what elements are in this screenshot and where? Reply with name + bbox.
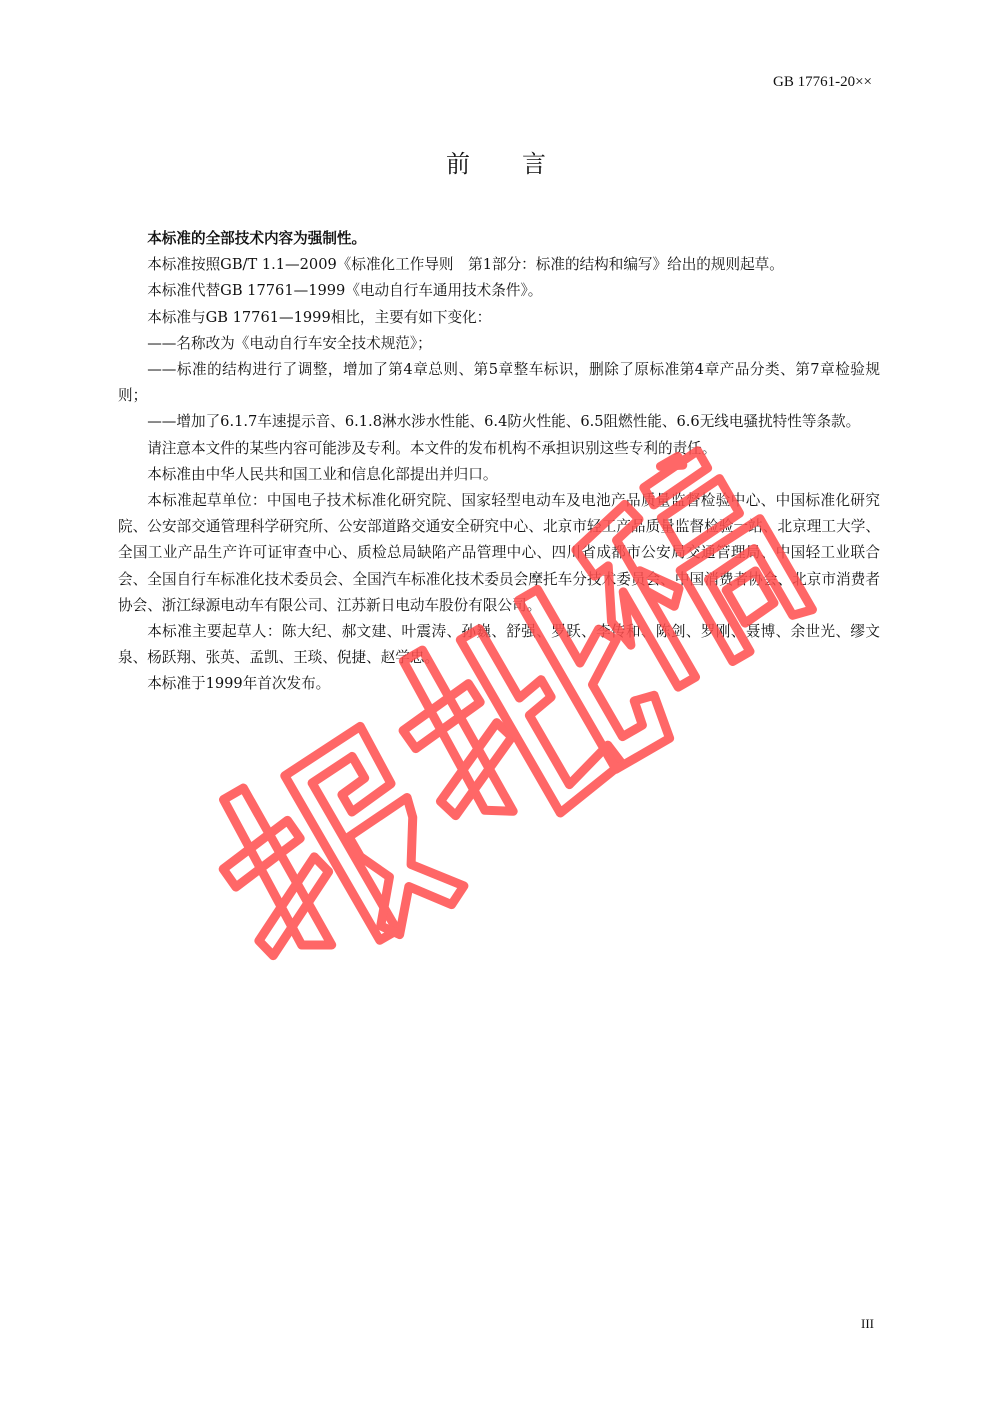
paragraph-drafters: 本标准主要起草人：陈大纪、郝文建、叶震涛、孙巍、舒强、罗跃、李传和、陈剑、罗刚、聂博、余世光、缪文泉、杨跃翔、张英、孟凯、王琰、倪捷、赵学忠。 — [118, 623, 880, 667]
paragraph-patent-notice: 请注意本文件的某些内容可能涉及专利。本文件的发布机构不承担识别这些专利的责任。 — [147, 439, 717, 457]
paragraph-drafting-units: 本标准起草单位：中国电子技术标准化研究院、国家轻型电动车及电池产品质量监督检验中心、中国标准化研究院、公安部交通管理科学研究所、公安部道路交通安全研究中心、北京市轻工产品质量监督检验一站、北京理工大学、全国工业产品生产许可证审查中心、质检总局缺陷产品管理中心、四川省成都市公安局交通管理局、中国轻工业联合会、全国自行车标准化技术委员会、全国汽车标准化技术委员会摩托车分技术委员会、中国消费者协会、北京市消费者协会、浙江绿源电动车有限公司、江苏新日电动车股份有限公司。 — [118, 492, 880, 614]
standard-code: GB 17761-20×× — [772, 74, 872, 90]
foreword-body — [118, 226, 880, 698]
paragraph-mandatory: 本标准的全部技术内容为强制性。 — [147, 230, 367, 247]
page-title: 前言 — [446, 150, 598, 179]
paragraph-change-name: ——名称改为《电动自行车安全技术规范》； — [147, 334, 432, 352]
paragraph-first-issue: 本标准于1999年首次发布。 — [147, 675, 331, 693]
paragraph-replaces: 本标准代替GB 17761—1999《电动自行车通用技术条件》。 — [147, 282, 543, 300]
paragraph-change-structure: ——标准的结构进行了调整，增加了第4章总则、第5章整车标识，删除了原标准第4章产品分类、第7章检验规则； — [118, 361, 880, 405]
paragraph-drafting-rules: 本标准按照GB/T 1.1—2009《标准化工作导则 第1部分：标准的结构和编写》给出的规则起草。 — [147, 256, 784, 274]
page-number: III — [861, 1316, 874, 1331]
paragraph-change-clauses: ——增加了6.1.7车速提示音、6.1.8淋水涉水性能、6.4防火性能、6.5阻燃性能、6.6无线电骚扰特性等条款。 — [147, 413, 861, 431]
paragraph-changes-intro: 本标准与GB 17761—1999相比，主要有如下变化： — [147, 308, 492, 326]
paragraph-proposer: 本标准由中华人民共和国工业和信息化部提出并归口。 — [147, 465, 498, 483]
